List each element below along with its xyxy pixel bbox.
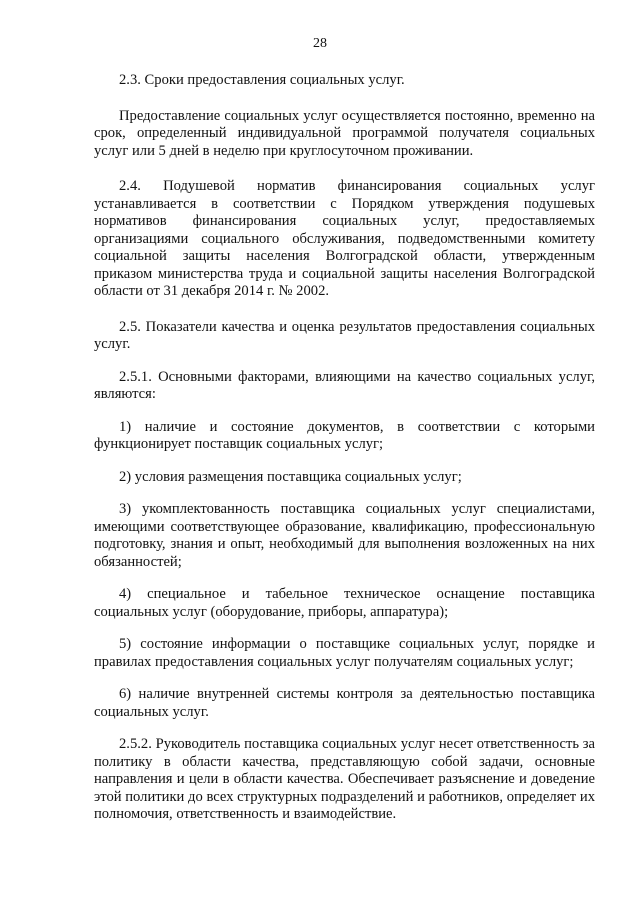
document-body xyxy=(94,72,595,824)
section-2-3-heading: 2.3. Сроки предоставления социальных услуг. xyxy=(119,72,405,88)
section-2-5-1-intro: 2.5.1. Основными факторами, влияющими на качество социальных услуг, являются: xyxy=(94,368,595,402)
factor-item-1: 1) наличие и состояние документов, в соответствии с которыми функционирует поставщик социальных услуг; xyxy=(94,418,595,452)
section-2-4-text: 2.4. Подушевой норматив финансирования социальных услуг устанавливается в соответствии с Порядком утверждения подушевых нормативов финансирования социальных услуг, предоставляемых организациями социального обслуживания, подведомственными комитету социальной защиты населения Волгоградской области, утвержденным приказом министерства труда и социальной защиты населения Волгоградской области от 31 декабря 2014 г. № 2002. xyxy=(94,178,595,299)
page-number: 28 xyxy=(313,36,327,51)
factor-item-3: 3) укомплектованность поставщика социальных услуг специалистами, имеющими соответствующее образование, квалификацию, профессиональную подготовку, знания и опыт, необходимый для выполнения возложенных на них обязанностей; xyxy=(94,501,595,570)
section-2-5-2-text: 2.5.2. Руководитель поставщика социальных услуг несет ответственность за политику в области качества, представляющую собой задачи, основные направления и цели в области качества. Обеспечивает разъяснение и доведение этой политики до всех структурных подразделений и работников, определяет их полномочия, ответственность и взаимодействие. xyxy=(94,736,595,822)
factor-item-6: 6) наличие внутренней системы контроля за деятельностью поставщика социальных услуг. xyxy=(94,686,595,720)
factor-item-2: 2) условия размещения поставщика социальных услуг; xyxy=(119,468,462,485)
section-2-3-text: Предоставление социальных услуг осуществляется постоянно, временно на срок, определенный индивидуальной программой получателя социальных услуг или 5 дней в неделю при круглосуточном проживании. xyxy=(94,107,595,159)
factor-item-5: 5) состояние информации о поставщике социальных услуг, порядке и правилах предоставления социальных услуг получателям социальных услуг; xyxy=(94,636,595,670)
factor-item-4: 4) специальное и табельное техническое оснащение поставщика социальных услуг (оборудование, приборы, аппаратура); xyxy=(94,586,595,620)
section-2-5-heading: 2.5. Показатели качества и оценка результатов предоставления социальных услуг. xyxy=(94,318,595,352)
